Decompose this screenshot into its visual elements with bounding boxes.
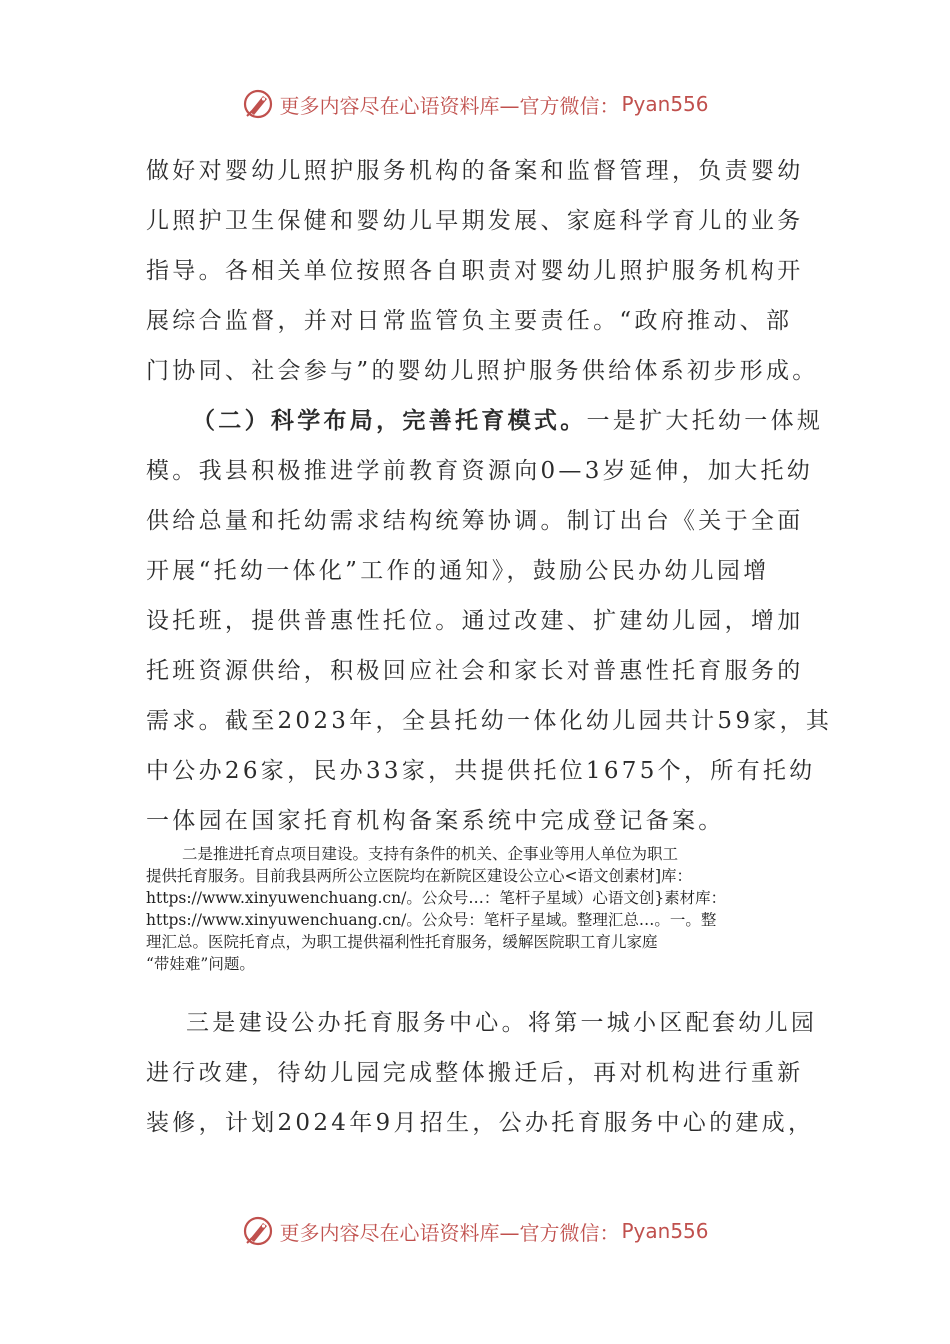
text-line: https://www.xinyuwenchuang.cn/。公众号：笔杆子星域。整理汇总…。一。整 — [146, 911, 717, 929]
text-line: 托班资源供给，积极回应社会和家长对普惠性托育服务的 — [146, 658, 804, 684]
paragraph-block-3 — [146, 998, 818, 1148]
text-line: https://www.xinyuwenchuang.cn/。公众号…：笔杆子星域）心语文创}素材库： — [146, 889, 727, 907]
footer-banner — [0, 1211, 950, 1251]
text-line: 三是建设公办托育服务中心。将第一城小区配套幼儿园 — [186, 1010, 818, 1036]
text-line: 开展“托幼一体化”工作的通知》，鼓励公民办幼儿园增 — [146, 558, 770, 584]
section-heading: （二）科学布局，完善托育模式。 — [192, 407, 587, 434]
text-line: 理汇总。医院托育点，为职工提供福利性托育服务，缓解医院职工育儿家庭 — [146, 933, 658, 951]
text-line: 儿照护卫生保健和婴幼儿早期发展、家庭科学育儿的业务 — [146, 208, 804, 234]
paragraph-block-2 — [146, 396, 833, 846]
text-line: 装修，计划2024年9月招生，公办托育服务中心的建成， — [146, 1110, 815, 1136]
header-banner — [0, 84, 950, 124]
banner-text: 更多内容尽在心语资料库—官方微信： — [279, 93, 620, 118]
text-line: 需求。截至2023年，全县托幼一体化幼儿园共计59家，其 — [146, 708, 833, 734]
banner-contact: Pyan556 — [621, 92, 709, 116]
text-line: 提供托育服务。目前我县两所公立医院均在新院区建设公立心<语文创素材]库： — [146, 867, 693, 885]
text-line: 门协同、社会参与”的婴幼儿照护服务供给体系初步形成。 — [146, 358, 819, 384]
text-line — [146, 396, 824, 446]
text-line: 设托班，提供普惠性托位。通过改建、扩建幼儿园，增加 — [146, 608, 804, 634]
pen-nib-circle-icon — [241, 87, 275, 121]
text-line: 二是推进托育点项目建设。支持有条件的机关、企事业等用人单位为职工 — [182, 845, 679, 863]
inserted-small-paragraph — [146, 843, 816, 975]
text-line: 指导。各相关单位按照各自职责对婴幼儿照护服务机构开 — [146, 258, 804, 284]
text-line: 进行改建，待幼儿园完成整体搬迁后，再对机构进行重新 — [146, 1060, 804, 1086]
banner-contact: Pyan556 — [621, 1219, 709, 1243]
text-line: 展综合监督，并对日常监管负主要责任。“政府推动、部 — [146, 308, 793, 334]
text-line: 模。我县积极推进学前教育资源向0—3岁延伸，加大托幼 — [146, 458, 814, 484]
text-line: 做好对婴幼儿照护服务机构的备案和监督管理，负责婴幼 — [146, 158, 804, 184]
text-line: “带娃难”问题。 — [146, 955, 255, 973]
pen-nib-circle-icon — [241, 1214, 275, 1248]
heading-rest: 一是扩大托幼一体规 — [586, 408, 824, 434]
paragraph-block-1 — [146, 146, 819, 396]
text-line: 一体园在国家托育机构备案系统中完成登记备案。 — [146, 808, 725, 834]
text-line: 供给总量和托幼需求结构统筹协调。制订出台《关于全面 — [146, 508, 804, 534]
banner-text: 更多内容尽在心语资料库—官方微信： — [279, 1220, 620, 1245]
text-line: 中公办26家，民办33家，共提供托位1675个，所有托幼 — [146, 758, 816, 784]
